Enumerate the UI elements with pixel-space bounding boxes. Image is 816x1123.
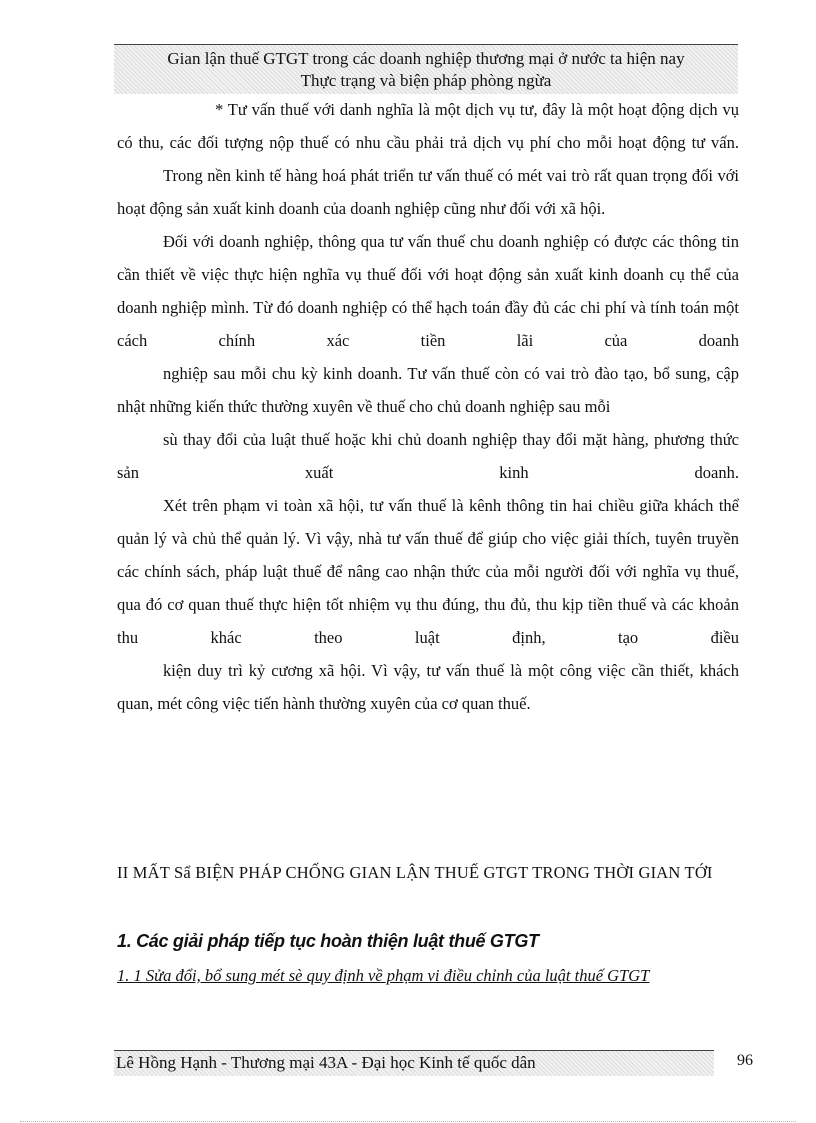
section-heading-ii: II MẤT Sẩ BIỆN PHÁP CHỐNG GIAN LẬN THUẾ GTGT TRONG THỜI GIAN TỚI (117, 863, 713, 882)
subsection-heading-1-1: 1. 1 Sửa đổi, bổ sung mét sè quy định về phạm vi điều chỉnh của luật thuế GTGT (117, 966, 650, 985)
page-number: 96 (737, 1052, 753, 1069)
paragraph-social-discipline: kiện duy trì kỷ cương xã hội. Vì vậy, tư vấn thuế là một công việc cần thiết, khách quan, mét công việc tiến hành thường xuyên của cơ quan thuế. (117, 661, 739, 713)
body-text (117, 93, 739, 720)
running-footer (114, 1050, 714, 1076)
header-title-line2: Thực trạng và biện pháp phòng ngừa (300, 71, 552, 90)
header-title-line1: Gian lận thuế GTGT trong các doanh nghiệp thương mại ở nước ta hiện nay (167, 49, 685, 68)
paragraph-role-of-tax-consulting: Trong nền kinh tế hàng hoá phát triển tư vấn thuế có mét vai trò rất quan trọng đối với hoạt động sản xuất kinh doanh của doanh nghiệp cũng như đối với xã hội. (117, 166, 739, 218)
paragraph-tax-consulting-service: * Tư vấn thuế với danh nghĩa là một dịch vụ tư, đây là một hoạt động dịch vụ có thu, các đối tượng nộp thuế có nhu cầu phải trả dịch vụ phí cho mỗi hoạt động tư vấn. (117, 100, 739, 152)
subsection-heading-1: 1. Các giải pháp tiếp tục hoàn thiện luật thuế GTGT (117, 931, 539, 951)
page-edge-divider (20, 1121, 796, 1122)
footer-author: Lê Hồng Hạnh - Thương mại 43A - Đại học Kinh tế quốc dân (116, 1053, 536, 1072)
running-header (114, 44, 738, 94)
paragraph-for-enterprises: Đối với doanh nghiệp, thông qua tư vấn thuế chu doanh nghiệp có được các thông tin cần thiết về việc thực hiện nghĩa vụ thuế đối với hoạt động sản xuất kinh doanh cụ thể của doanh nghiệp mình. Từ đó doanh nghiệp có thể hạch toán đầy đủ các chi phí và tính toán một cách chính xác tiền lãi của doanh (117, 232, 739, 350)
paragraph-after-business-cycle: nghiệp sau mỗi chu kỳ kinh doanh. Tư vấn thuế còn có vai trò đào tạo, bổ sung, cập nhật những kiến thức thường xuyên về thuế cho chủ doanh nghiệp sau mỗi (117, 364, 739, 416)
paragraph-society-wide: Xét trên phạm vi toàn xã hội, tư vấn thuế là kênh thông tin hai chiều giữa khách thể quản lý và chủ thể quản lý. Vì vậy, nhà tư vấn thuế để giúp cho việc giải thích, tuyên truyền các chính sách, pháp luật thuế để nâng cao nhận thức của mỗi người đối với nghĩa vụ thuế, qua đó cơ quan thuế thực hiện tốt nhiệm vụ thu đúng, thu đủ, thu kịp tiền thuế và các khoản thu khác theo luật định, tạo điều (117, 496, 739, 647)
paragraph-law-changes: sù thay đổi của luật thuế hoặc khi chủ doanh nghiệp thay đổi mặt hàng, phương thức sản xuất kinh doanh. (117, 430, 739, 482)
